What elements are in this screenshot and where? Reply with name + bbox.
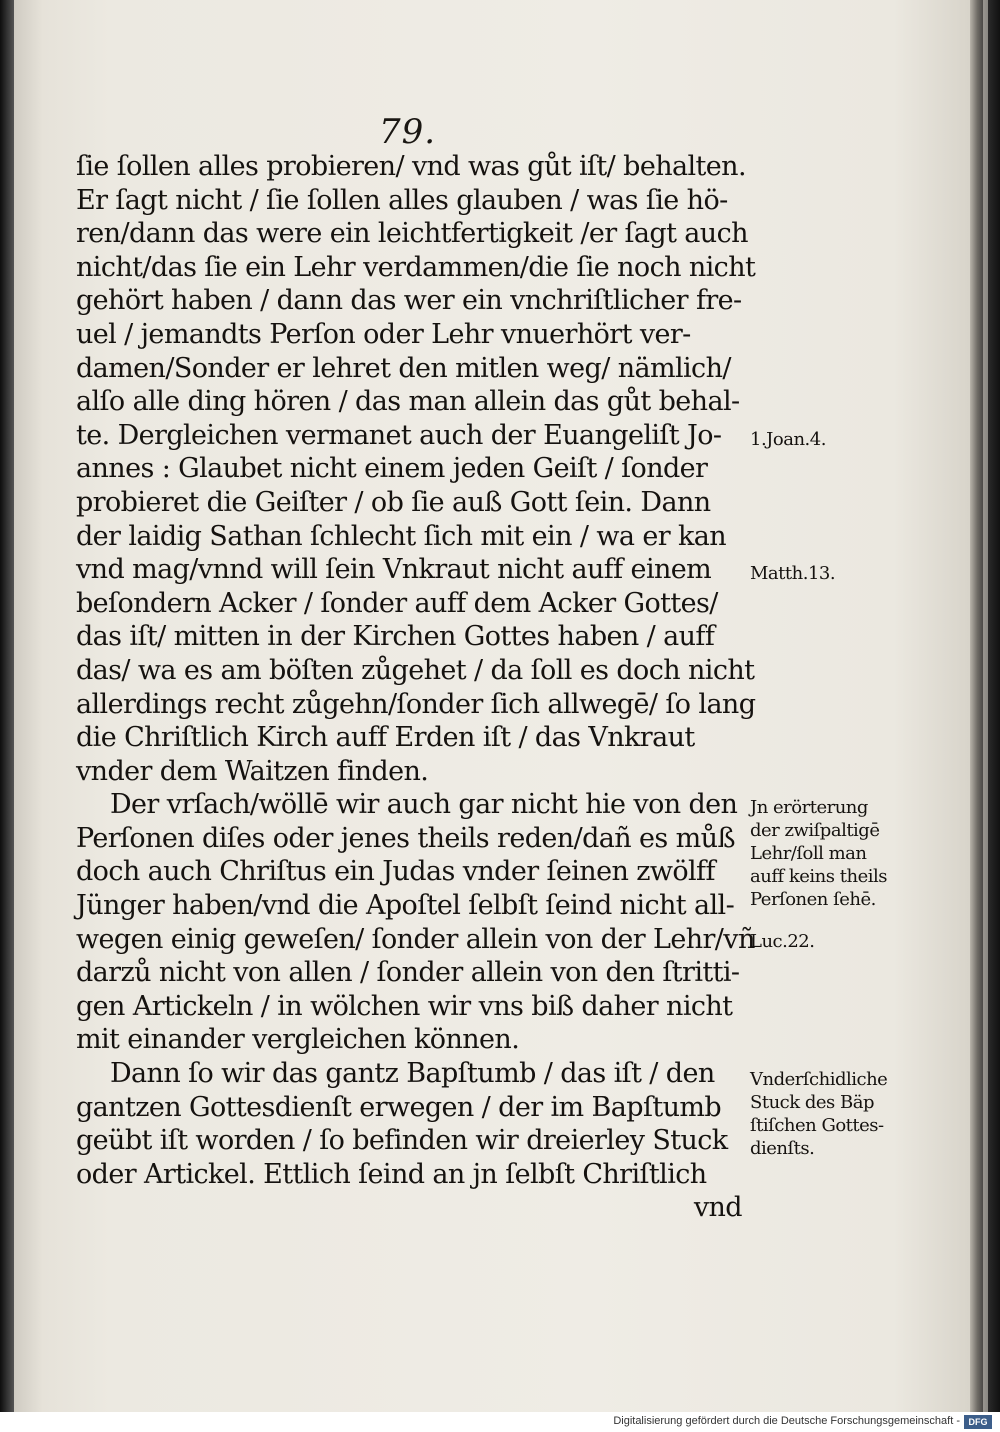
gutter-shadow (970, 0, 1000, 1412)
text-line: uel / jemandts Perſon oder Lehr vnuerhört ver- (76, 318, 691, 350)
paragraph-start-line: Dann ſo wir das gantz Bapſtumb / das iſt / den (110, 1058, 715, 1090)
margin-note-line: Stuck des Bäp (750, 1092, 874, 1113)
text-line: das iſt/ mitten in der Kirchen Gottes haben / auff (76, 621, 715, 653)
margin-note-line: Luc.22. (750, 931, 815, 952)
paragraph-start-line: Der vrſach/wöllē wir auch gar nicht hie von den (110, 789, 738, 821)
margin-note-matth (750, 562, 835, 585)
margin-note-line: Jn erörterung (750, 797, 868, 818)
page-edge-stripe (983, 0, 988, 1412)
text-line: damen/Sonder er lehret den mitlen weg/ nämlich/ (76, 352, 731, 384)
text-line: probieret die Geiſter / ob ſie auß Gott ſein. Dann (76, 486, 711, 518)
dfg-logo-icon: DFG (964, 1415, 992, 1429)
text-line: geübt iſt worden / ſo befinden wir dreierley Stuck (76, 1125, 728, 1157)
margin-note-line: ſtiſchen Gottes- (750, 1115, 884, 1136)
margin-note-line: auff keins theils (750, 866, 887, 887)
margin-note-line: Perſonen ſehē. (750, 889, 876, 910)
margin-note-line: Vnderſchidliche (750, 1069, 888, 1090)
margin-note-luc (750, 930, 814, 953)
text-line: oder Artickel. Ettlich ſeind an jn ſelbſt Chriſtlich (76, 1158, 707, 1190)
text-line: ſie ſollen alles probieren/ vnd was gůt iſt/ behalten. (76, 151, 746, 182)
body-text (76, 150, 756, 1225)
footer-bar (0, 1412, 1000, 1432)
text-line: gantzen Gottesdienſt erwegen / der im Bapſtumb (76, 1091, 722, 1123)
text-line: doch auch Chriſtus ein Judas vnder ſeinen zwölff (76, 856, 715, 888)
text-line: das/ wa es am böſten zůgehet / da ſoll es doch nicht (76, 654, 755, 686)
margin-note-line: dienſts. (750, 1138, 815, 1159)
text-line: vnder dem Waitzen finden. (76, 755, 429, 787)
margin-note-line: Lehr/ſoll man (750, 843, 867, 864)
margin-note-line: 1.Joan.4. (750, 429, 826, 450)
text-line: ren/dann das were ein leichtfertigkeit /er ſagt auch (76, 218, 748, 250)
page-number: 79. (379, 112, 437, 152)
text-line: Perſonen diſes oder jenes theils reden/dañ es můß (76, 822, 735, 854)
margin-note-line: Matth.13. (750, 563, 836, 584)
margin-note-stuck (750, 1068, 887, 1160)
text-line: Er ſagt nicht / ſie ſollen alles glauben / was ſie hö- (76, 184, 728, 216)
margin-note-joan (750, 428, 826, 451)
text-line: te. Dergleichen vermanet auch der Euangeliſt Jo- (76, 419, 722, 451)
text-line: gehört haben / dann das wer ein vnchriſtlicher fre- (76, 285, 742, 317)
text-line: Jünger haben/vnd die Apoſtel ſelbſt ſeind nicht all- (76, 890, 735, 922)
book-spine-shadow (0, 0, 14, 1412)
text-line: beſondern Acker / ſonder auff dem Acker Gottes/ (76, 587, 718, 619)
margin-note-erorterung (750, 796, 887, 911)
margin-notes (750, 0, 982, 1412)
text-line: mit einander vergleichen können. (76, 1024, 520, 1056)
text-line: alſo alle ding hören / das man allein das gůt behal- (76, 386, 740, 418)
text-line: annes : Glaubet nicht einem jeden Geiſt / ſonder (76, 453, 708, 485)
funding-credit: Digitalisierung gefördert durch die Deutsche Forschungsgemeinschaft - (613, 1415, 960, 1427)
text-line: der laidig Sathan ſchlecht ſich mit ein / wa er kan (76, 520, 727, 552)
paper-sheet (14, 0, 970, 1412)
text-line: wegen einig geweſen/ ſonder allein von der Lehr/vñ (76, 923, 755, 955)
margin-note-line: der zwiſpaltigē (750, 820, 880, 841)
text-line: die Chriſtlich Kirch auff Erden iſt / das Vnkraut (76, 722, 695, 754)
text-line: darzů nicht von allen / ſonder allein von den ſtritti- (76, 957, 740, 989)
catchword: vnd (693, 1192, 742, 1224)
text-line: vnd mag/vnnd will ſein Vnkraut nicht auff einem (76, 554, 712, 586)
text-line: nicht/das ſie ein Lehr verdammen/die ſie noch nicht (76, 251, 756, 283)
text-line: gen Artickeln / in wölchen wir vns biß daher nicht (76, 990, 733, 1022)
text-line: allerdings recht zůgehn/ſonder ſich allwegē/ ſo lang (76, 688, 756, 720)
